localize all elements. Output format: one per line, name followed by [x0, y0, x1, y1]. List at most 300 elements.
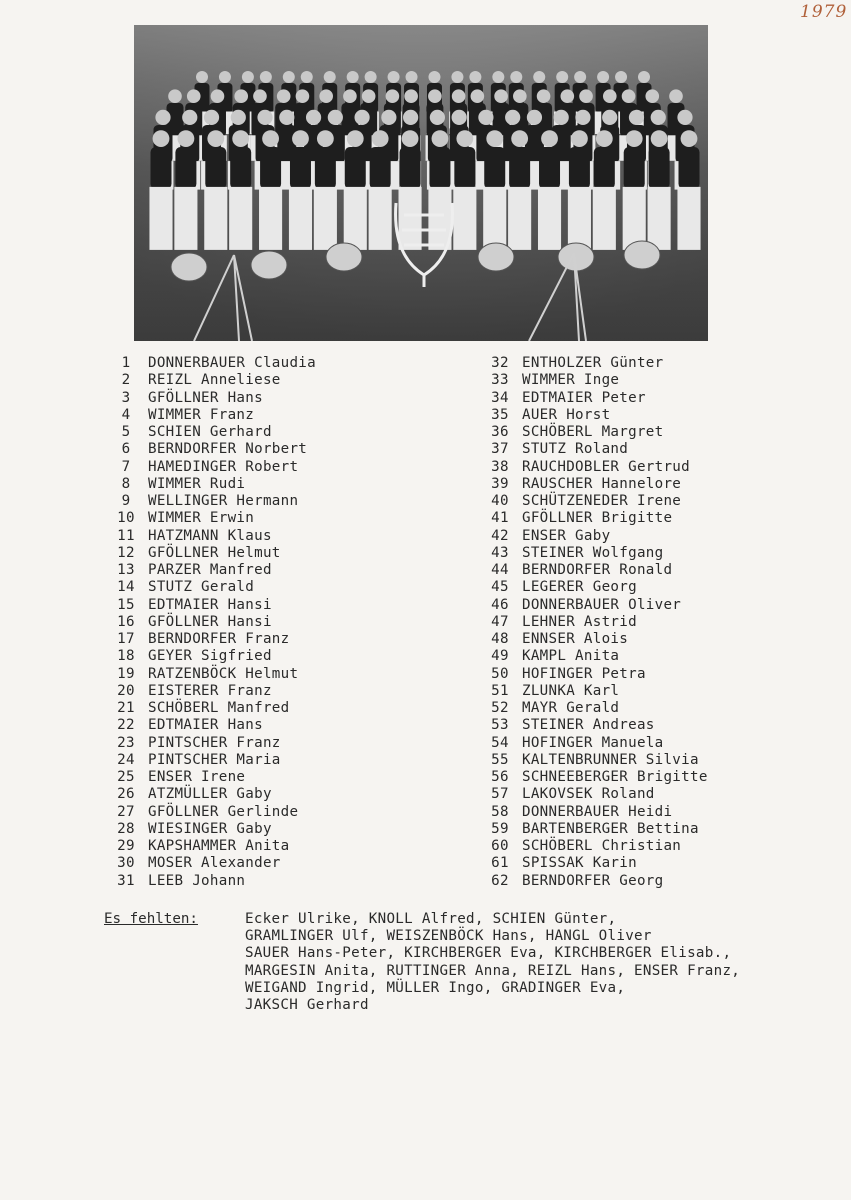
member-row [104, 493, 316, 510]
member-row [478, 752, 708, 769]
member-row [478, 700, 708, 717]
member-row [104, 510, 316, 527]
photo-person-uniform [369, 187, 392, 250]
missing-line: WEIGAND Ingrid, MÜLLER Ingo, GRADINGER Eva, [245, 979, 626, 996]
member-row [478, 372, 708, 389]
missing-label: Es fehlten: [104, 911, 198, 927]
photo-person-head [677, 110, 692, 125]
member-number: 47 [491, 613, 509, 630]
photo-person-head [430, 110, 445, 125]
member-row [478, 545, 708, 562]
member-row [104, 424, 316, 441]
photo-person-head [432, 130, 449, 147]
photo-person-body [230, 147, 251, 189]
member-row [478, 631, 708, 648]
member-name: HATZMANN Klaus [148, 527, 272, 544]
photo-person-uniform [399, 187, 422, 250]
member-name: SCHÜTZENEDER Irene [522, 493, 682, 509]
member-row [478, 597, 708, 614]
member-name: SCHÖBERL Manfred [148, 700, 290, 716]
member-row [104, 545, 316, 562]
member-number: 42 [491, 527, 509, 544]
photo-person-head [579, 89, 593, 103]
photo-person-head [260, 71, 272, 83]
member-number: 46 [491, 596, 509, 613]
member-number: 1 [121, 355, 131, 371]
member-row [478, 390, 708, 407]
member-name: RAUCHDOBLER Gertrud [522, 458, 690, 475]
member-number: 23 [117, 734, 135, 751]
member-number: 21 [117, 700, 135, 716]
member-number: 31 [117, 872, 135, 889]
member-name: KAPSHAMMER Anita [148, 838, 290, 854]
member-row [478, 683, 708, 700]
photo-person-head [354, 110, 369, 125]
photo-person-body [345, 147, 366, 189]
member-row [104, 355, 316, 372]
photo-person-head [596, 130, 613, 147]
member-number: 15 [117, 596, 135, 613]
photo-person-head [292, 130, 309, 147]
member-row [104, 786, 316, 803]
photo-person-head [451, 71, 463, 83]
photo-person-body [370, 147, 391, 189]
member-number: 2 [121, 372, 131, 389]
member-name: SPISSAK Karin [522, 855, 637, 872]
member-row [478, 666, 708, 683]
member-row [478, 441, 708, 458]
member-number: 18 [117, 648, 135, 665]
member-number: 29 [117, 838, 135, 854]
member-row [104, 390, 316, 407]
photo-person-head [372, 130, 389, 147]
photo-person-body [429, 147, 450, 189]
member-name: BERNDORFER Georg [522, 872, 664, 889]
photo-person-head [283, 71, 295, 83]
photo-person-head [452, 89, 466, 103]
member-name: KALTENBRUNNER Silvia [522, 751, 699, 768]
member-row [104, 372, 316, 389]
photo-person-body [260, 147, 281, 189]
photo-person-head [343, 89, 357, 103]
member-name: KAMPL Anita [522, 648, 620, 665]
member-name: STUTZ Roland [522, 441, 629, 458]
member-row [478, 821, 708, 838]
member-name: LEEB Johann [148, 872, 246, 889]
member-row [478, 579, 708, 596]
member-row [104, 614, 316, 631]
photo-person-head [347, 71, 359, 83]
photo-person-head [669, 89, 683, 103]
member-row [478, 528, 708, 545]
member-row [104, 873, 316, 890]
photo-person-head [262, 130, 279, 147]
photo-person-head [362, 89, 376, 103]
member-row [478, 873, 708, 890]
member-number: 7 [121, 458, 131, 475]
photo-person-head [386, 89, 400, 103]
photo-person-body [509, 147, 530, 189]
photo-person-head [301, 71, 313, 83]
missing-line: MARGESIN Anita, RUTTINGER Anna, REIZL Hans, ENSER Franz, [245, 962, 741, 979]
member-name: DONNERBAUER Heidi [522, 803, 673, 820]
member-name: EDTMAIER Hansi [148, 596, 272, 613]
member-row [104, 459, 316, 476]
group-photo-illustration [134, 25, 708, 341]
member-number: 22 [117, 717, 135, 734]
photo-person-uniform [229, 187, 252, 250]
photo-person-head [651, 110, 666, 125]
member-name: STUTZ Gerald [148, 579, 255, 596]
member-row [478, 459, 708, 476]
photo-person-head [277, 89, 291, 103]
member-number: 35 [491, 406, 509, 423]
member-name: LAKOVSEK Roland [522, 786, 655, 803]
member-number: 37 [491, 441, 509, 458]
member-row [104, 631, 316, 648]
member-row [104, 735, 316, 752]
member-number: 8 [121, 475, 131, 492]
photo-person-uniform [677, 187, 700, 250]
member-number: 45 [491, 579, 509, 596]
member-row [478, 562, 708, 579]
member-name: MOSER Alexander [148, 855, 281, 872]
photo-person-head [537, 89, 551, 103]
photo-person-body [290, 147, 311, 189]
member-name: WIESINGER Gaby [148, 820, 272, 837]
member-number: 11 [117, 527, 135, 544]
member-row [104, 821, 316, 838]
member-row [104, 769, 316, 786]
photo-person-head [615, 71, 627, 83]
photo-person-head [402, 130, 419, 147]
member-number: 38 [491, 458, 509, 475]
photo-person-uniform [149, 187, 172, 250]
member-number: 3 [121, 389, 131, 406]
photo-person-head [645, 89, 659, 103]
member-number: 6 [121, 441, 131, 458]
photo-person-head [279, 110, 294, 125]
photo-person-head [232, 130, 249, 147]
photo-person-head [541, 130, 558, 147]
member-name: WIMMER Erwin [148, 510, 255, 527]
member-name: GFÖLLNER Gerlinde [148, 803, 299, 820]
member-name: DONNERBAUER Claudia [148, 355, 316, 371]
member-number: 32 [491, 355, 509, 371]
member-number: 5 [121, 424, 131, 440]
member-number: 10 [117, 510, 135, 527]
photo-person-head [253, 89, 267, 103]
handwritten-year-note: 1979 [800, 2, 848, 22]
photo-person-body [679, 147, 700, 189]
member-row [478, 855, 708, 872]
missing-line: Ecker Ulrike, KNOLL Alfred, SCHIEN Günter, [245, 911, 617, 927]
photo-person-body [454, 147, 475, 189]
member-name: LEHNER Astrid [522, 613, 637, 630]
member-row [104, 700, 316, 717]
member-row [104, 407, 316, 424]
photo-person-head [554, 110, 569, 125]
photo-person-head [207, 130, 224, 147]
member-number: 14 [117, 579, 135, 596]
member-name: AUER Horst [522, 406, 611, 423]
member-row [478, 648, 708, 665]
member-name: PINTSCHER Maria [148, 751, 281, 768]
photo-drum [251, 251, 287, 279]
member-row [478, 493, 708, 510]
photo-drum [171, 253, 207, 281]
member-name: STEINER Andreas [522, 717, 655, 734]
member-row [478, 804, 708, 821]
member-name: EDTMAIER Peter [522, 389, 646, 406]
photo-person-head [242, 71, 254, 83]
photo-person-uniform [538, 187, 561, 250]
photo-person-head [511, 130, 528, 147]
photo-person-head [469, 71, 481, 83]
member-row [478, 424, 708, 441]
photo-person-head [177, 130, 194, 147]
member-name: EDTMAIER Hans [148, 717, 263, 734]
member-list-right [478, 355, 708, 890]
photo-person-uniform [174, 187, 197, 250]
photo-person-head [211, 89, 225, 103]
member-list-left [104, 355, 316, 890]
member-row [478, 510, 708, 527]
member-number: 41 [491, 510, 509, 527]
member-name: EISTERER Franz [148, 682, 272, 699]
member-row [104, 752, 316, 769]
member-row [104, 476, 316, 493]
member-row [104, 562, 316, 579]
member-name: ENSER Irene [148, 769, 246, 785]
photo-person-head [404, 89, 418, 103]
member-number: 28 [117, 820, 135, 837]
photo-person-body [400, 147, 421, 189]
photo-person-head [597, 71, 609, 83]
member-number: 48 [491, 631, 509, 647]
photo-person-head [231, 110, 246, 125]
photo-person-head [456, 130, 473, 147]
photo-person-uniform [568, 187, 591, 250]
photo-person-head [182, 110, 197, 125]
photo-person-head [204, 110, 219, 125]
photo-person-body [175, 147, 196, 189]
member-row [104, 441, 316, 458]
photo-person-head [492, 71, 504, 83]
photo-person-head [478, 110, 493, 125]
member-number: 56 [491, 769, 509, 785]
photo-person-body [594, 147, 615, 189]
member-number: 20 [117, 682, 135, 699]
photo-person-head [153, 130, 170, 147]
member-number: 12 [117, 544, 135, 561]
member-row [104, 804, 316, 821]
member-row [104, 648, 316, 665]
member-name: ENSER Gaby [522, 527, 611, 544]
member-number: 59 [491, 820, 509, 837]
photo-person-uniform [453, 187, 476, 250]
photo-person-head [629, 110, 644, 125]
member-name: MAYR Gerald [522, 700, 620, 716]
member-name: PARZER Manfred [148, 562, 272, 578]
member-number: 53 [491, 717, 509, 734]
member-row [104, 528, 316, 545]
photo-person-uniform [259, 187, 282, 250]
photo-person-head [403, 110, 418, 125]
photo-person-uniform [508, 187, 531, 250]
photo-person-uniform [344, 187, 367, 250]
photo-person-body [569, 147, 590, 189]
photo-person-head [428, 89, 442, 103]
member-number: 33 [491, 372, 509, 389]
member-name: PINTSCHER Franz [148, 734, 281, 751]
photo-person-body [649, 147, 670, 189]
member-number: 13 [117, 562, 135, 578]
member-name: BERNDORFER Ronald [522, 562, 673, 578]
member-number: 62 [491, 872, 509, 889]
member-name: BERNDORFER Franz [148, 631, 290, 647]
missing-line: SAUER Hans-Peter, KIRCHBERGER Eva, KIRCHBERGER Elisab., [245, 945, 732, 962]
photo-person-head [603, 89, 617, 103]
photo-person-uniform [648, 187, 671, 250]
member-row [478, 614, 708, 631]
member-name: GFÖLLNER Helmut [148, 544, 281, 561]
photo-drum [326, 243, 362, 271]
photo-person-head [381, 110, 396, 125]
member-number: 55 [491, 751, 509, 768]
photo-person-head [681, 130, 698, 147]
photo-drum [478, 243, 514, 271]
photo-person-body [484, 147, 505, 189]
photo-person-head [234, 89, 248, 103]
photo-person-head [574, 71, 586, 83]
member-number: 4 [121, 406, 131, 423]
member-name: ENNSER Alois [522, 631, 629, 647]
member-row [104, 597, 316, 614]
group-photo [134, 25, 708, 341]
member-name: SCHIEN Gerhard [148, 424, 272, 440]
photo-person-head [388, 71, 400, 83]
photo-person-head [365, 71, 377, 83]
photo-person-head [486, 130, 503, 147]
member-number: 54 [491, 734, 509, 751]
member-row [478, 786, 708, 803]
member-number: 52 [491, 700, 509, 716]
member-name: ENTHOLZER Günter [522, 355, 664, 371]
member-name: GFÖLLNER Brigitte [522, 510, 673, 527]
member-row [478, 769, 708, 786]
missing-names [245, 911, 740, 1014]
photo-person-uniform [204, 187, 227, 250]
photo-person-head [219, 71, 231, 83]
photo-person-head [556, 71, 568, 83]
member-name: WIMMER Franz [148, 406, 255, 423]
member-name: STEINER Wolfgang [522, 544, 664, 561]
photo-person-head [196, 71, 208, 83]
member-number: 26 [117, 786, 135, 803]
photo-person-head [626, 130, 643, 147]
photo-person-head [317, 130, 334, 147]
photo-person-head [505, 110, 520, 125]
photo-person-head [571, 130, 588, 147]
member-row [478, 717, 708, 734]
member-name: WIMMER Rudi [148, 475, 246, 492]
photo-person-head [347, 130, 364, 147]
member-row [478, 407, 708, 424]
photo-person-head [494, 89, 508, 103]
photo-person-head [187, 89, 201, 103]
member-name: GEYER Sigfried [148, 648, 272, 665]
member-number: 43 [491, 544, 509, 561]
member-name: RAUSCHER Hannelore [522, 475, 682, 492]
photo-person-uniform [623, 187, 646, 250]
member-name: SCHÖBERL Christian [522, 838, 682, 854]
member-number: 34 [491, 389, 509, 406]
member-row [478, 735, 708, 752]
photo-person-head [651, 130, 668, 147]
missing-line: GRAMLINGER Ulf, WEISZENBÖCK Hans, HANGL Oliver [245, 928, 652, 945]
member-number: 30 [117, 855, 135, 872]
photo-person-head [319, 89, 333, 103]
member-name: ATZMÜLLER Gaby [148, 786, 272, 803]
member-name: LEGERER Georg [522, 579, 637, 596]
member-number: 19 [117, 665, 135, 682]
member-name: HOFINGER Petra [522, 665, 646, 682]
photo-person-head [452, 110, 467, 125]
member-name: HAMEDINGER Robert [148, 458, 299, 475]
member-number: 36 [491, 424, 509, 440]
photo-person-head [306, 110, 321, 125]
member-name: REIZL Anneliese [148, 372, 281, 389]
photo-person-uniform [289, 187, 312, 250]
photo-person-head [296, 89, 310, 103]
member-name: RATZENBÖCK Helmut [148, 665, 299, 682]
photo-person-body [624, 147, 645, 189]
member-number: 49 [491, 648, 509, 665]
member-name: GFÖLLNER Hansi [148, 613, 272, 630]
photo-person-head [561, 89, 575, 103]
member-number: 25 [117, 769, 135, 785]
missing-line: JAKSCH Gerhard [245, 997, 369, 1014]
photo-person-head [328, 110, 343, 125]
member-row [104, 717, 316, 734]
member-number: 9 [121, 493, 131, 509]
photo-person-head [406, 71, 418, 83]
member-name: BARTENBERGER Bettina [522, 820, 699, 837]
member-number: 44 [491, 562, 509, 578]
photo-person-head [575, 110, 590, 125]
member-row [478, 476, 708, 493]
member-row [104, 683, 316, 700]
photo-person-head [324, 71, 336, 83]
photo-person-head [257, 110, 272, 125]
photo-person-head [527, 110, 542, 125]
member-name: SCHNEEBERGER Brigitte [522, 769, 708, 785]
member-name: ZLUNKA Karl [522, 682, 620, 699]
photo-person-body [539, 147, 560, 189]
photo-person-head [513, 89, 527, 103]
photo-person-uniform [593, 187, 616, 250]
member-number: 39 [491, 475, 509, 492]
photo-person-head [428, 71, 440, 83]
member-number: 16 [117, 613, 135, 630]
member-name: BERNDORFER Norbert [148, 441, 308, 458]
photo-person-head [471, 89, 485, 103]
member-name: GFÖLLNER Hans [148, 389, 263, 406]
photo-person-body [205, 147, 226, 189]
member-row [478, 355, 708, 372]
photo-person-body [315, 147, 336, 189]
